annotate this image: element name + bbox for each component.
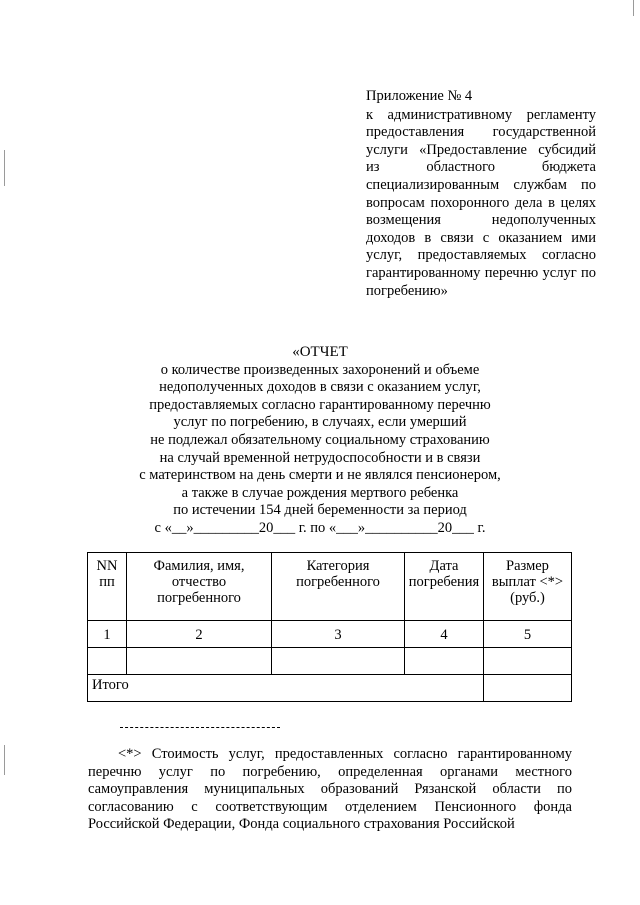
total-amount-cell (484, 675, 572, 702)
report-heading: «ОТЧЕТ (292, 344, 348, 360)
table-cell (405, 648, 484, 675)
table-column-numbers-row (88, 621, 572, 648)
column-header-name: Фамилия, имя, отчество погребенного (127, 553, 272, 621)
table-cell (272, 648, 405, 675)
scan-edge-mark-right-top (633, 0, 634, 16)
table-row (88, 648, 572, 675)
column-number-cell: 2 (127, 621, 272, 648)
scan-edge-mark-left-top (4, 150, 5, 186)
column-number-cell: 4 (405, 621, 484, 648)
report-title-block (130, 344, 510, 538)
column-header-date: Дата погребения (405, 553, 484, 621)
column-header-amount: Размер выплат <*> (руб.) (484, 553, 572, 621)
appendix-block (366, 88, 596, 300)
appendix-title: Приложение № 4 (366, 88, 473, 104)
report-period-line: с «__»_________20___ г. по «___»__________20___ г. (154, 519, 486, 536)
report-title-line: недополученных доходов в связи с оказанием услуг, (159, 379, 481, 396)
scan-edge-mark-left-bottom (4, 745, 5, 775)
table-cell (88, 648, 127, 675)
table-cell (484, 648, 572, 675)
column-header-category: Категория погребенного (272, 553, 405, 621)
appendix-text: к административному регламенту предоставления государственной услуги «Предоставление субсидий из областного бюджета специализированным службам по вопросам похоронного дела в целях возмещения недополученных доходов в связи с оказанием ими услуг, предоставляемых согласно гарантированному перечню услуг по погребению» (366, 106, 596, 299)
column-number-cell: 3 (272, 621, 405, 648)
total-label: Итого (88, 675, 484, 702)
report-title-line: не подлежал обязательному социальному страхованию (150, 431, 490, 448)
report-title-line: а также в случае рождения мертвого ребенка (181, 484, 459, 501)
table-cell (127, 648, 272, 675)
report-title-line: о количестве произведенных захоронений и объеме (160, 361, 480, 378)
table-total-row (88, 675, 572, 702)
column-header-number: NN пп (88, 553, 127, 621)
report-title-line: по истечении 154 дней беременности за период (173, 502, 467, 519)
report-table (87, 552, 572, 702)
table-header-row (88, 553, 572, 621)
footnote-separator (120, 727, 280, 728)
report-title-line: с материнством на день смерти и не являлся пенсионером, (139, 467, 501, 484)
report-title-line: на случай временной нетрудоспособности и в связи (159, 449, 481, 466)
footnote-text: <*> Стоимость услуг, предоставленных согласно гарантированному перечню услуг по погребению, определенная органами местного самоуправления муниципальных образований Рязанской области по согласованию с соответствующим отделением Пенсионного фонда Российской Федерации, Фонда социального страхования Российской (88, 746, 572, 833)
report-title-line: предоставляемых согласно гарантированному перечню (149, 396, 491, 413)
report-title-line: услуг по погребению, в случаях, если умерший (173, 414, 467, 431)
column-number-cell: 5 (484, 621, 572, 648)
column-number-cell: 1 (88, 621, 127, 648)
